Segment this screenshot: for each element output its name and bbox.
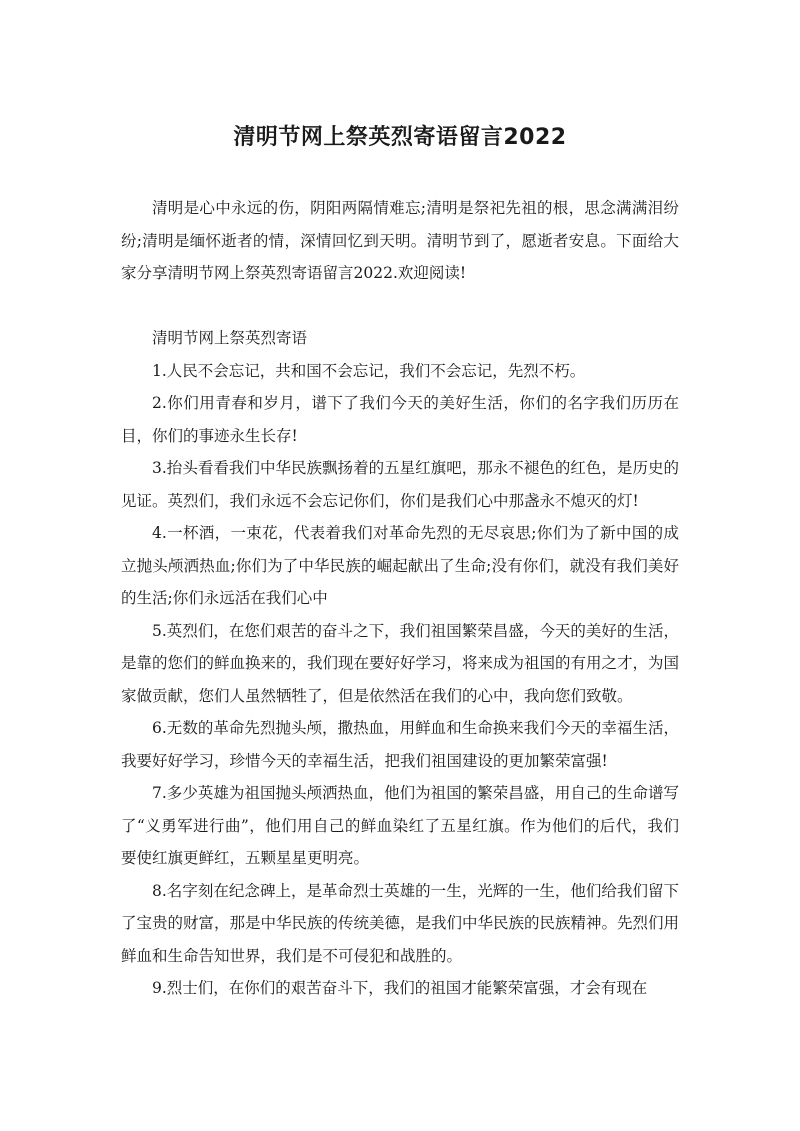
list-item: 6.无数的革命先烈抛头颅，撒热血，用鲜血和生命换来我们今天的幸福生活，我要好好学习，珍惜今天的幸福生活，把我们祖国建设的更加繁荣富强! — [121, 719, 679, 770]
list-item: 5.英烈们，在您们艰苦的奋斗之下，我们祖国繁荣昌盛，今天的美好的生活，是靠的您们的鲜血换来的，我们现在要好好学习，将来成为祖国的有用之才，为国家做贡献，您们人虽然牺牲了，但是依然活在我们的心中，我向您们致敬。 — [121, 621, 680, 705]
section-heading: 清明节网上祭英烈寄语 — [152, 329, 308, 347]
list-item: 3.抬头看看我们中华民族飘扬着的五星红旗吧，那永不褪色的红色，是历史的见证。英烈们，我们永远不会忘记你们，你们是我们心中那盏永不熄灭的灯! — [121, 459, 679, 510]
document-body — [121, 192, 679, 1005]
document-title: 清明节网上祭英烈寄语留言2022 — [233, 125, 567, 150]
list-item: 9.烈士们，在你们的艰苦奋斗下，我们的祖国才能繁荣富强，才会有现在 — [152, 979, 648, 997]
list-item: 8.名字刻在纪念碑上，是革命烈士英雄的一生，光辉的一生，他们给我们留下了宝贵的财富，那是中华民族的传统美德，是我们中华民族的民族精神。先烈们用鲜血和生命告知世界，我们是不可侵犯和战胜的。 — [121, 881, 680, 965]
blank-line — [121, 290, 679, 323]
list-item: 1.人民不会忘记，共和国不会忘记，我们不会忘记，先烈不朽。 — [152, 361, 586, 380]
list-item: 4.一杯酒，一束花，代表着我们对革命先烈的无尽哀思;你们为了新中国的成立抛头颅洒热血;你们为了中华民族的崛起献出了生命;没有你们，就没有我们美好的生活;你们永远活在我们心中 — [121, 524, 679, 607]
list-item: 2.你们用青春和岁月，谱下了我们今天的美好生活，你们的名字我们历历在目，你们的事迹永生长存! — [121, 394, 679, 445]
intro-paragraph: 清明是心中永远的伤，阴阳两隔情难忘;清明是祭祀先祖的根，思念满满泪纷纷;清明是缅怀逝者的情，深情回忆到天明。清明节到了，愿逝者安息。下面给大家分享清明节网上祭英烈寄语留言2022.欢迎阅读! — [121, 199, 679, 282]
list-item: 7.多少英雄为祖国抛头颅洒热血，他们为祖国的繁荣昌盛，用自己的生命谱写了“义勇军进行曲”，他们用自己的鲜血染红了五星红旗。作为他们的后代，我们要使红旗更鲜红，五颗星星更明亮。 — [121, 784, 679, 867]
